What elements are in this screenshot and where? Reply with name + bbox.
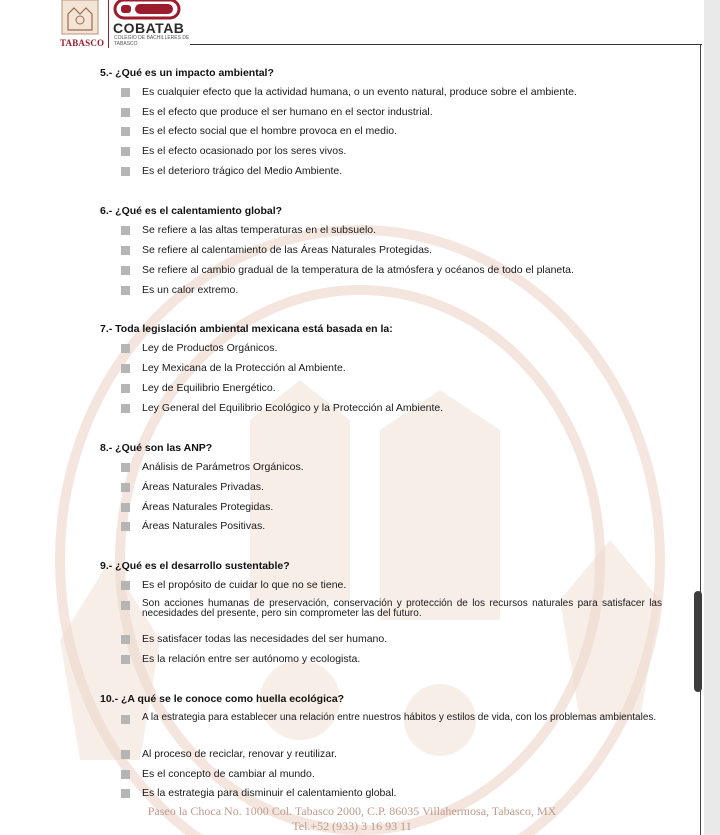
checkbox-icon[interactable] (121, 286, 130, 295)
option-text: Son acciones humanas de preservación, conservación y protección de los recursos naturales para satisfacer las necesidades del presente, pero sin comprometer las del futuro. (142, 598, 662, 619)
option-text: Es la relación entre ser autónomo y ecologista. (142, 653, 361, 665)
option-text: Es el efecto ocasionado por los seres vivos. (142, 145, 347, 157)
checkbox-icon[interactable] (121, 344, 130, 353)
option-text: Se refiere a las altas temperaturas en el subsuelo. (142, 224, 377, 236)
option-text: Es satisfacer todas las necesidades del ser humano. (142, 633, 388, 645)
checkbox-icon[interactable] (121, 167, 130, 176)
option-text: Áreas Naturales Positivas. (142, 520, 266, 532)
option-text: Ley de Productos Orgánicos. (142, 342, 278, 354)
option-text: Es el deterioro trágico del Medio Ambiente. (142, 165, 343, 177)
option-text: Ley General del Equilibrio Ecológico y la Protección al Ambiente. (142, 402, 444, 414)
option-text: Es la estrategia para disminuir el calentamiento global. (142, 787, 397, 799)
checkbox-icon[interactable] (121, 127, 130, 136)
option-text: Áreas Naturales Privadas. (142, 481, 264, 493)
checkbox-icon[interactable] (121, 770, 130, 779)
option-text: Ley de Equilibrio Energético. (142, 382, 276, 394)
checkbox-icon[interactable] (121, 404, 130, 413)
question-title: 5.- ¿Qué es un impacto ambiental? (100, 67, 274, 79)
letterhead (0, 0, 704, 50)
footer-address: Paseo la Choca No. 1000 Col. Tabasco 2000, C.P. 86035 Villahermosa, Tabasco, MX (147, 804, 557, 818)
tabasco-seal-icon (58, 0, 102, 40)
cobatab-logo-icon (113, 0, 183, 22)
checkbox-icon[interactable] (121, 635, 130, 644)
header-divider (108, 0, 109, 48)
checkbox-icon[interactable] (121, 226, 130, 235)
footer-phone: Tel.+52 (933) 3 16 93 11 (292, 819, 412, 833)
option-text: Se refiere al calentamiento de las Áreas Naturales Protegidas. (142, 244, 433, 256)
checkbox-icon[interactable] (121, 384, 130, 393)
option-text: Al proceso de reciclar, renovar y reutilizar. (142, 748, 337, 760)
checkbox-icon[interactable] (121, 581, 130, 590)
checkbox-icon[interactable] (121, 522, 130, 531)
question-title: 7.- Toda legislación ambiental mexicana está basada en la: (100, 323, 393, 335)
checkbox-icon[interactable] (121, 483, 130, 492)
question-title: 8.- ¿Qué son las ANP? (100, 442, 213, 454)
checkbox-icon[interactable] (121, 601, 130, 610)
checkbox-icon[interactable] (121, 246, 130, 255)
option-text: Es el concepto de cambiar al mundo. (142, 768, 315, 780)
state-label: TABASCO (60, 38, 105, 48)
institution-name: COBATAB (113, 20, 185, 36)
option-text: Es el efecto social que el hombre provoca en el medio. (142, 125, 398, 137)
checkbox-icon[interactable] (121, 147, 130, 156)
option-text: Es el efecto que produce el ser humano en el sector industrial. (142, 106, 433, 118)
question-title: 9.- ¿Qué es el desarrollo sustentable? (100, 560, 290, 572)
header-rule (190, 44, 702, 45)
question-title: 6.- ¿Qué es el calentamiento global? (100, 205, 283, 217)
institution-subtitle: COLEGIO DE BACHILLERES DE TABASCO (114, 35, 190, 47)
scrollbar-thumb[interactable] (694, 591, 702, 692)
checkbox-icon[interactable] (121, 750, 130, 759)
checkbox-icon[interactable] (121, 655, 130, 664)
option-text: Se refiere al cambio gradual de la temperatura de la atmósfera y océanos de todo el planeta. (142, 264, 574, 276)
page-border (700, 45, 701, 835)
checkbox-icon[interactable] (121, 463, 130, 472)
option-text: Análisis de Parámetros Orgánicos. (142, 461, 304, 473)
option-text: Es un calor extremo. (142, 284, 239, 296)
option-text: Es cualquier efecto que la actividad humana, o un evento natural, produce sobre el ambiente. (142, 86, 577, 98)
checkbox-icon[interactable] (121, 789, 130, 798)
checkbox-icon[interactable] (121, 266, 130, 275)
option-text: Áreas Naturales Protegidas. (142, 501, 274, 513)
question-title: 10.- ¿A qué se le conoce como huella ecológica? (100, 693, 345, 705)
option-text: A la estrategia para establecer una relación entre nuestros hábitos y estilos de vida, con los problemas ambientales. (142, 712, 657, 723)
checkbox-icon[interactable] (121, 715, 130, 724)
checkbox-icon[interactable] (121, 108, 130, 117)
checkbox-icon[interactable] (121, 503, 130, 512)
option-text: Es el propósito de cuidar lo que no se tiene. (142, 579, 347, 591)
checkbox-icon[interactable] (121, 88, 130, 97)
option-text: Ley Mexicana de la Protección al Ambiente. (142, 362, 346, 374)
checkbox-icon[interactable] (121, 364, 130, 373)
